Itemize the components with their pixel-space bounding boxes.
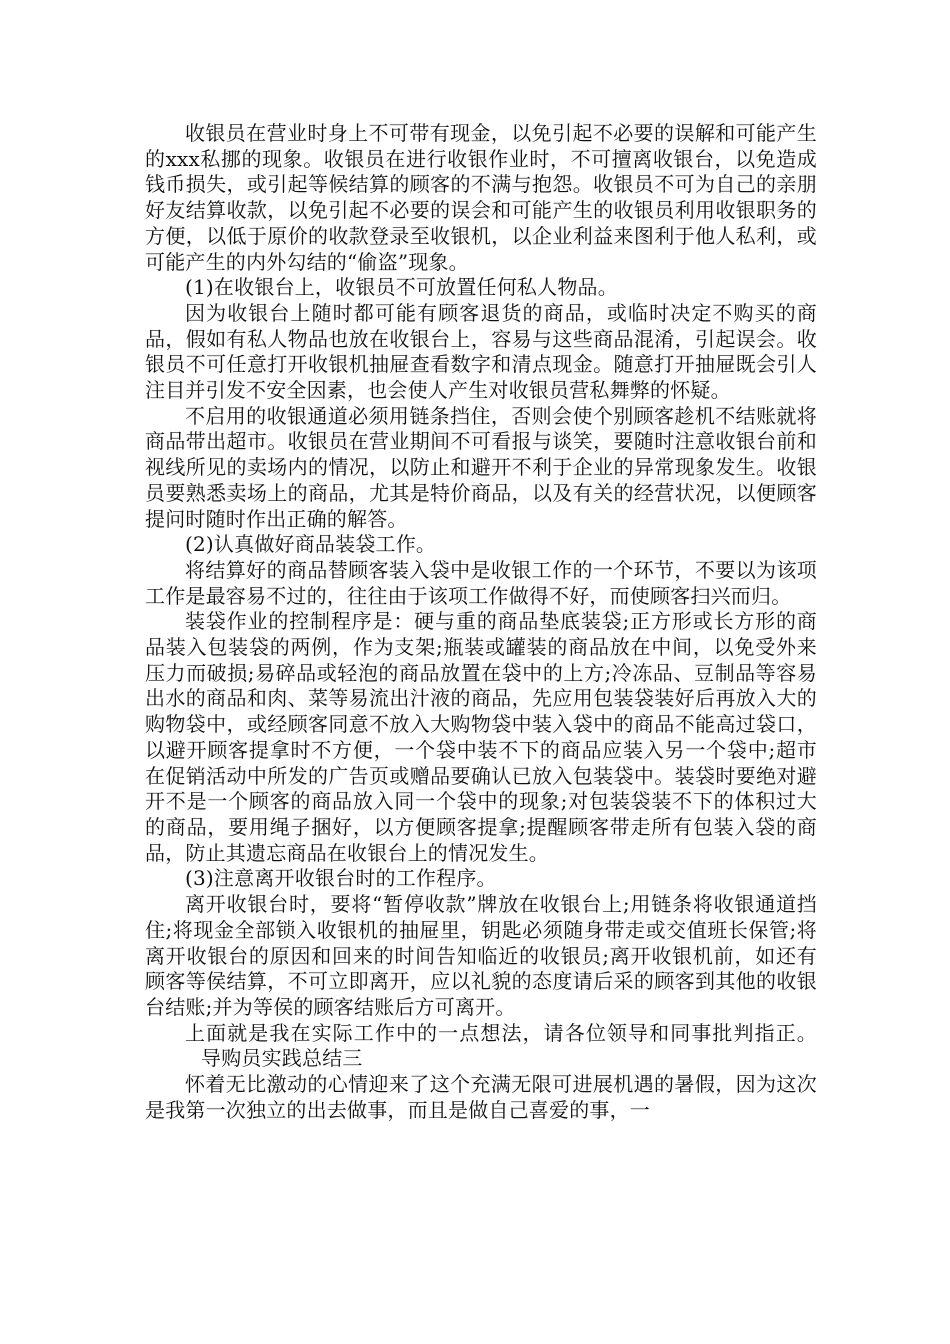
paragraph: (3)注意离开收银台时的工作程序。 — [185, 866, 497, 891]
paragraph: 因为收银台上随时都可能有顾客退货的商品，或临时决定不购买的商品，假如有私人物品也放在收银台上，容易与这些商品混淆，引起误会。收银员不可任意打开收银机抽屉查看数字和清点现金。随意打开抽屉既会引人注目并引发不安全因素，也会使人产生对收银员营私舞弊的怀疑。 — [145, 300, 817, 403]
paragraph: (2)认真做好商品装袋工作。 — [185, 532, 437, 557]
paragraph: 将结算好的商品替顾客装入袋中是收银工作的一个环节，不要以为该项工作是最容易不过的，往往由于该项工作做得不好，而使顾客扫兴而归。 — [145, 557, 817, 608]
paragraph: 怀着无比激动的心情迎来了这个充满无限可进展机遇的暑假，因为这次是我第一次独立的出去做事，而且是做自己喜爱的事，一 — [145, 1072, 817, 1122]
paragraph-with-heading — [145, 1021, 817, 1072]
section-heading: 导购员实践总结三 — [201, 1046, 363, 1071]
document-body — [145, 121, 817, 1123]
paragraph: 收银员在营业时身上不可带有现金，以免引起不必要的误解和可能产生的xxx私挪的现象。收银员在进行收银作业时，不可擅离收银台，以免造成钱币损失，或引起等候结算的顾客的不满与抱怨。收银员不可为自己的亲朋好友结算收款，以免引起不必要的误会和可能产生的收银员利用收银职务的方便，以低于原价的收款登录至收银机，以企业利益来图利于他人私利，或可能产生的内外勾结的“偷盗”现象。 — [145, 121, 817, 274]
paragraph: (1)在收银台上，收银员不可放置任何私人物品。 — [185, 275, 618, 300]
paragraph: 装袋作业的控制程序是：硬与重的商品垫底装袋;正方形或长方形的商品装入包装袋的两例，作为支架;瓶装或罐装的商品放在中间，以免受外来压力而破损;易碎品或轻泡的商品放置在袋中的上方;冷冻品、豆制品等容易出水的商品和肉、菜等易流出汁液的商品，先应用包装袋装好后再放入大的购物袋中，或经顾客同意不放入大购物袋中装入袋中的商品不能高过袋口，以避开顾客提拿时不方便，一个袋中装不下的商品应装入另一个袋中;超市在促销活动中所发的广告页或赠品要确认已放入包装袋中。装袋时要绝对避开不是一个顾客的商品放入同一个袋中的现象;对包装袋装不下的体积过大的商品，要用绳子捆好，以方便顾客提拿;提醒顾客带走所有包装入袋的商品，防止其遗忘商品在收银台上的情况发生。 — [145, 609, 817, 865]
paragraph-text: 上面就是我在实际工作中的一点想法，请各位领导和同事批判指正。 — [185, 1020, 817, 1045]
paragraph: 离开收银台时，要将“暂停收款”牌放在收银台上;用链条将收银通道挡住;将现金全部锁入收银机的抽屉里，钥匙必须随身带走或交值班长保管;将离开收银台的原因和回来的时间告知临近的收银员;离开收银机前，如还有顾客等侯结算，不可立即离开，应以礼貌的态度请后采的顾客到其他的收银台结账;并为等侯的顾客结账后方可离开。 — [145, 892, 817, 1019]
paragraph: 不启用的收银通道必须用链条挡住，否则会使个别顾客趁机不结账就将商品带出超市。收银员在营业期间不可看报与谈笑，要随时注意收银台前和视线所见的卖场内的情况，以防止和避开不利于企业的异常现象发生。收银员要熟悉卖场上的商品，尤其是特价商品，以及有关的经营状况，以便顾客提问时随时作出正确的解答。 — [145, 403, 817, 531]
